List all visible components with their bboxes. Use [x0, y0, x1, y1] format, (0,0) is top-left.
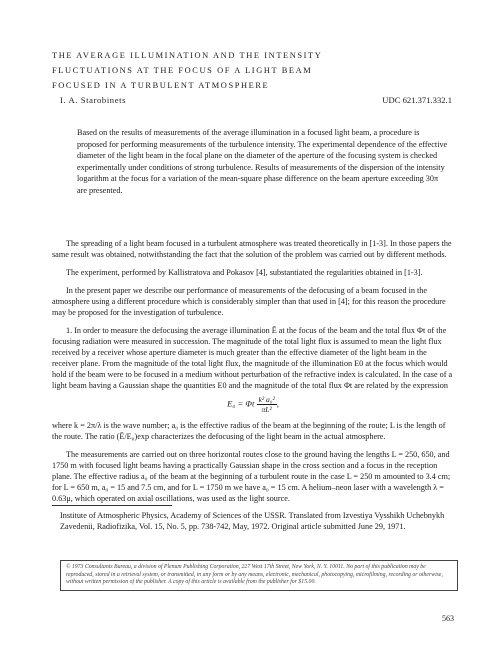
paragraph: The spreading of a light beam focused in a turbulent atmosphere was treated theoretically in [1-3]. In those papers the same result was obtained, notwithstanding the fact that the solution of the problem was carried out by different methods. [52, 239, 452, 259]
affiliation-footnote: Institute of Atmospheric Physics, Academy of Sciences of the USSR. Translated from Izvestiya Vysshikh Uchebnykh Zavedenii, Radiofizika, Vol. 15, No. 5, pp. 738-742, May, 1972. Original article submitted June 29, 1971. [60, 511, 445, 532]
paragraph: where k = 2π/λ is the wave number; a₀ is the effective radius of the beam at the beginning of the route; L is the length of the route. The ratio (Ē/E₀)exp characterizes the defocusing of the light beam in the actual atmosphere. [52, 421, 446, 441]
paragraph: The experiment, performed by Kallistratova and Pokasov [4], substantiated the regularities obtained in [1-3]. [66, 268, 423, 277]
equation-denominator: πL² [261, 405, 272, 414]
equation [52, 395, 454, 414]
paragraph: In the present paper we describe our performance of measurements of the defocusing of a beam focused in the atmosphere using a different procedure which is considerably simpler than that used in [4]; for this reason the procedure may be proposed for the investigation of turbulence. [52, 286, 446, 317]
title-line: FOCUSED IN A TURBULENT ATMOSPHERE [52, 81, 270, 90]
copyright-notice: © 1973 Consultants Bureau, a division of Plenum Publishing Corporation, 227 West 17th Street, New York, N. Y. 10011. No part of this publication may be reproduced, stored in a retrieval system, or transmitted, in any form or by any means, electronic, mechanical, photocopying, microfilming, recording or otherwise, without written permission of the publisher. A copy of this article is available from the publisher for $15.00. [60, 560, 458, 591]
equation-lhs: E₀ = Φt [227, 398, 255, 409]
equation-tail: , [276, 398, 279, 409]
paragraph: The measurements are carried out on three horizontal routes close to the ground having the lengths L = 250, 650, and 1750 m with focused light beams having a practically Gaussian shape in the cross section and a focus in the reception plane. The effective radius a₀ of the beam at the beginning of a turbulent route in the case L = 250 m amounted to 3.4 cm; for L = 650 m, a₀ = 15 and 7.5 cm, and for L = 1750 m we have a₀ = 15 cm. A helium–neon laser with a wavelength λ = 0.63μ, which operated on axial oscillations, was used as the light source. [52, 450, 451, 503]
author-name: I. A. Starobinets [60, 95, 127, 105]
equation-numerator: k² a₀² [258, 395, 275, 404]
paragraph: 1. In order to measure the defocusing the average illumination Ē at the focus of the beam and the total flux Φt of the focusing radiation were measured in succession. The magnitude of the total light flux is assumed to mean the light flux received by a receiver whose aperture diameter is much greater than the effective diameter of the light beam in the receiver plane. From the magnitude of the total light flux, the magnitude of the illumination E0 at the focus which would hold if the beam were to be focused in a medium without perturbation of the refractive index is calculated. In the case of a light beam having a Gaussian shape the quantities E0 and the magnitude of the total flux Φt are related by the expression [52, 326, 453, 390]
body-text [52, 238, 454, 511]
udc-code: UDC 621.371.332.1 [382, 95, 452, 105]
equation-fraction [257, 395, 277, 414]
title-line: FLUCTUATIONS AT THE FOCUS OF A LIGHT BEAM [52, 66, 313, 75]
abstract: Based on the results of measurements of the average illumination in a focused light beam, a procedure is proposed for performing measurements of the turbulence intensity. The experimental dependence of the effective diameter of the light beam in the focal plane on the diameter of the aperture of the focusing system is checked experimentally under conditions of strong turbulence. Results of measurements of the dispersion of the intensity logarithm at the focus for a variation of the mean-square phase difference on the beam aperture exceeding 30π are presented. [77, 128, 448, 195]
paper-title [52, 48, 452, 93]
title-line: THE AVERAGE ILLUMINATION AND THE INTENSITY [52, 51, 323, 60]
footnote-divider [52, 505, 172, 506]
page-number: 563 [442, 614, 454, 623]
